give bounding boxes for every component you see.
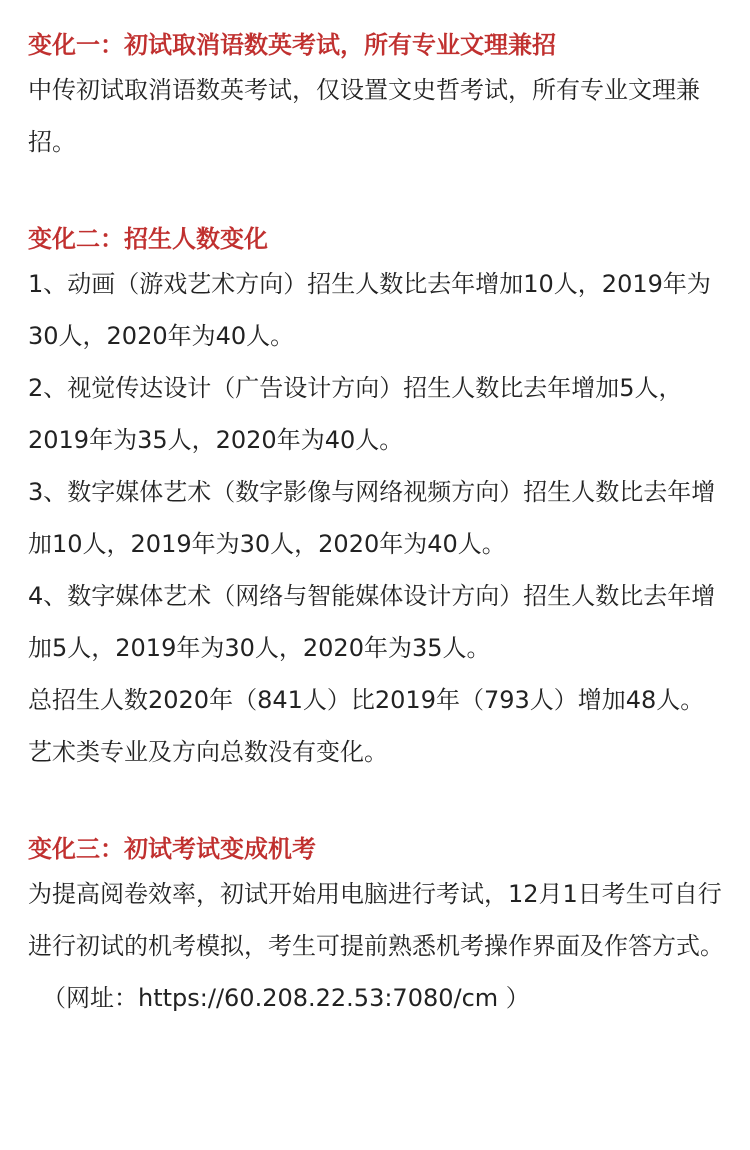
- section-heading: 变化一：初试取消语数英考试，所有专业文理兼招: [28, 31, 556, 59]
- section-change-three: [28, 830, 724, 1024]
- summary-paragraph: 总招生人数2020年（841人）比2019年（793人）增加48人。艺术类专业及方向总数没有变化。: [28, 686, 705, 766]
- spacer: [28, 168, 724, 220]
- list-item: 4、数字媒体艺术（网络与智能媒体设计方向）招生人数比去年增加5人，2019年为30人，2020年为35人。: [28, 582, 716, 662]
- list-item: 3、数字媒体艺术（数字影像与网络视频方向）招生人数比去年增加10人，2019年为30人，2020年为40人。: [28, 478, 716, 558]
- section-change-two: [28, 220, 724, 778]
- list-item: 1、动画（游戏艺术方向）招生人数比去年增加10人，2019年为30人，2020年为40人。: [28, 270, 711, 350]
- list-item: 2、视觉传达设计（广告设计方向）招生人数比去年增加5人，2019年为35人，2020年为40人。: [28, 374, 683, 454]
- spacer: [28, 778, 724, 830]
- section-heading: 变化二：招生人数变化: [28, 225, 268, 253]
- paragraph: 为提高阅卷效率，初试开始用电脑进行考试，12月1日考生可自行进行初试的机考模拟，考生可提前熟悉机考操作界面及作答方式。: [28, 880, 724, 960]
- paragraph: 中传初试取消语数英考试，仅设置文史哲考试，所有专业文理兼招。: [28, 76, 700, 156]
- section-heading: 变化三：初试考试变成机考: [28, 835, 316, 863]
- url-text: （网址：https://60.208.22.53:7080/cm ）: [42, 984, 530, 1012]
- section-change-one: [28, 26, 724, 168]
